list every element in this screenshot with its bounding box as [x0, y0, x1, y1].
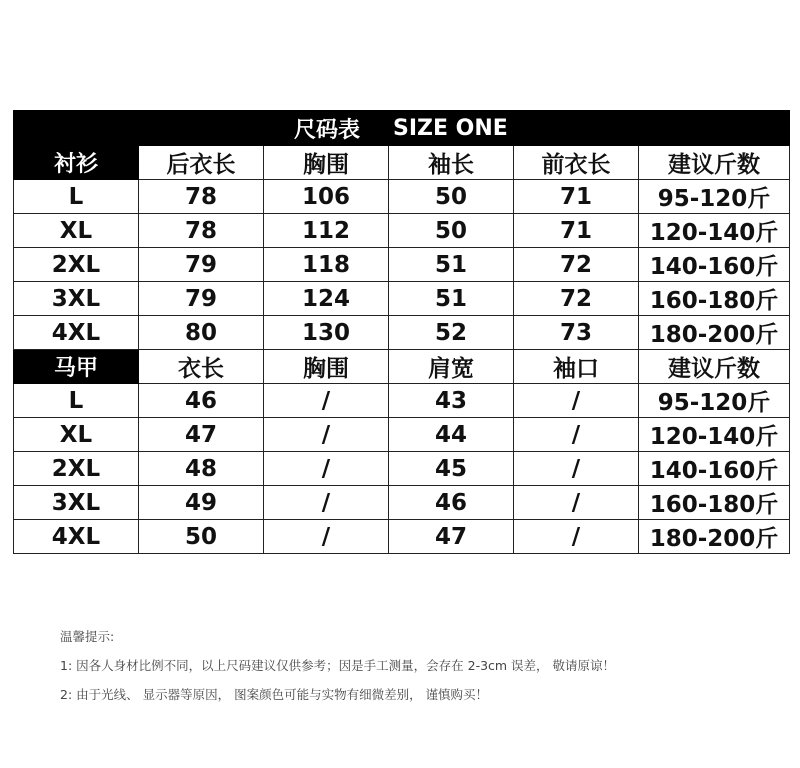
size-cell: 2XL	[14, 248, 139, 282]
value-cell: 43	[389, 384, 514, 418]
value-cell: 73	[514, 316, 639, 350]
shirt-size-row	[14, 214, 790, 248]
value-cell: 79	[139, 282, 264, 316]
weight-cell: 95-120斤	[639, 384, 790, 418]
value-cell: 47	[139, 418, 264, 452]
shirt-size-row	[14, 316, 790, 350]
value-cell: /	[514, 452, 639, 486]
shirt-header-cell: 胸围	[264, 146, 389, 180]
value-cell: 79	[139, 248, 264, 282]
value-cell: /	[264, 418, 389, 452]
value-cell: /	[514, 384, 639, 418]
size-chart-banner	[14, 111, 790, 146]
value-cell: 45	[389, 452, 514, 486]
value-cell: 71	[514, 214, 639, 248]
vest-size-row	[14, 486, 790, 520]
value-cell: /	[264, 384, 389, 418]
shirt-header-cell: 后衣长	[139, 146, 264, 180]
weight-cell: 180-200斤	[639, 316, 790, 350]
value-cell: 46	[139, 384, 264, 418]
value-cell: 72	[514, 282, 639, 316]
weight-cell: 140-160斤	[639, 248, 790, 282]
value-cell: /	[264, 486, 389, 520]
value-cell: 80	[139, 316, 264, 350]
banner-title-en: SIZE ONE	[389, 111, 790, 146]
value-cell: 112	[264, 214, 389, 248]
value-cell: /	[264, 452, 389, 486]
weight-cell: 120-140斤	[639, 418, 790, 452]
value-cell: 50	[389, 180, 514, 214]
value-cell: /	[514, 520, 639, 554]
vest-section-label: 马甲	[14, 350, 139, 384]
shirt-header-cell: 袖长	[389, 146, 514, 180]
vest-size-row	[14, 418, 790, 452]
notes-line-1: 1: 因各人身材比例不同，以上尺码建议仅供参考；因是手工测量，会存在 2-3cm 误差， 敬请原谅！	[60, 658, 616, 673]
banner-title-cn: 尺码表	[14, 111, 389, 146]
weight-cell: 160-180斤	[639, 486, 790, 520]
vest-header-cell: 衣长	[139, 350, 264, 384]
vest-header-row	[14, 350, 790, 384]
value-cell: 72	[514, 248, 639, 282]
value-cell: 48	[139, 452, 264, 486]
size-cell: 3XL	[14, 486, 139, 520]
shirt-header-cell: 前衣长	[514, 146, 639, 180]
size-cell: 4XL	[14, 520, 139, 554]
shirt-size-row	[14, 248, 790, 282]
value-cell: 50	[139, 520, 264, 554]
notes-block	[60, 630, 615, 717]
notes-line-2: 2: 由于光线、 显示器等原因， 图案颜色可能与实物有细微差别， 谨慎购买！	[60, 687, 489, 702]
value-cell: 106	[264, 180, 389, 214]
value-cell: 124	[264, 282, 389, 316]
weight-cell: 160-180斤	[639, 282, 790, 316]
size-cell: L	[14, 384, 139, 418]
value-cell: 49	[139, 486, 264, 520]
value-cell: 118	[264, 248, 389, 282]
size-cell: 3XL	[14, 282, 139, 316]
value-cell: 50	[389, 214, 514, 248]
size-cell: 2XL	[14, 452, 139, 486]
weight-cell: 120-140斤	[639, 214, 790, 248]
shirt-size-row	[14, 180, 790, 214]
vest-size-row	[14, 452, 790, 486]
value-cell: 51	[389, 282, 514, 316]
size-chart-table	[13, 110, 790, 554]
vest-size-row	[14, 384, 790, 418]
value-cell: 51	[389, 248, 514, 282]
size-cell: L	[14, 180, 139, 214]
value-cell: 71	[514, 180, 639, 214]
value-cell: 44	[389, 418, 514, 452]
shirt-header-row	[14, 146, 790, 180]
value-cell: /	[514, 418, 639, 452]
shirt-header-cell: 建议斤数	[639, 146, 790, 180]
vest-header-cell: 袖口	[514, 350, 639, 384]
vest-header-cell: 胸围	[264, 350, 389, 384]
value-cell: /	[514, 486, 639, 520]
weight-cell: 140-160斤	[639, 452, 790, 486]
value-cell: 47	[389, 520, 514, 554]
value-cell: 130	[264, 316, 389, 350]
notes-title: 温馨提示:	[60, 629, 115, 644]
size-cell: 4XL	[14, 316, 139, 350]
value-cell: 78	[139, 180, 264, 214]
vest-header-cell: 建议斤数	[639, 350, 790, 384]
value-cell: 46	[389, 486, 514, 520]
vest-size-row	[14, 520, 790, 554]
vest-header-cell: 肩宽	[389, 350, 514, 384]
value-cell: 52	[389, 316, 514, 350]
shirt-size-row	[14, 282, 790, 316]
value-cell: 78	[139, 214, 264, 248]
size-cell: XL	[14, 214, 139, 248]
value-cell: /	[264, 520, 389, 554]
shirt-section-label: 衬衫	[14, 146, 139, 180]
size-cell: XL	[14, 418, 139, 452]
weight-cell: 180-200斤	[639, 520, 790, 554]
weight-cell: 95-120斤	[639, 180, 790, 214]
